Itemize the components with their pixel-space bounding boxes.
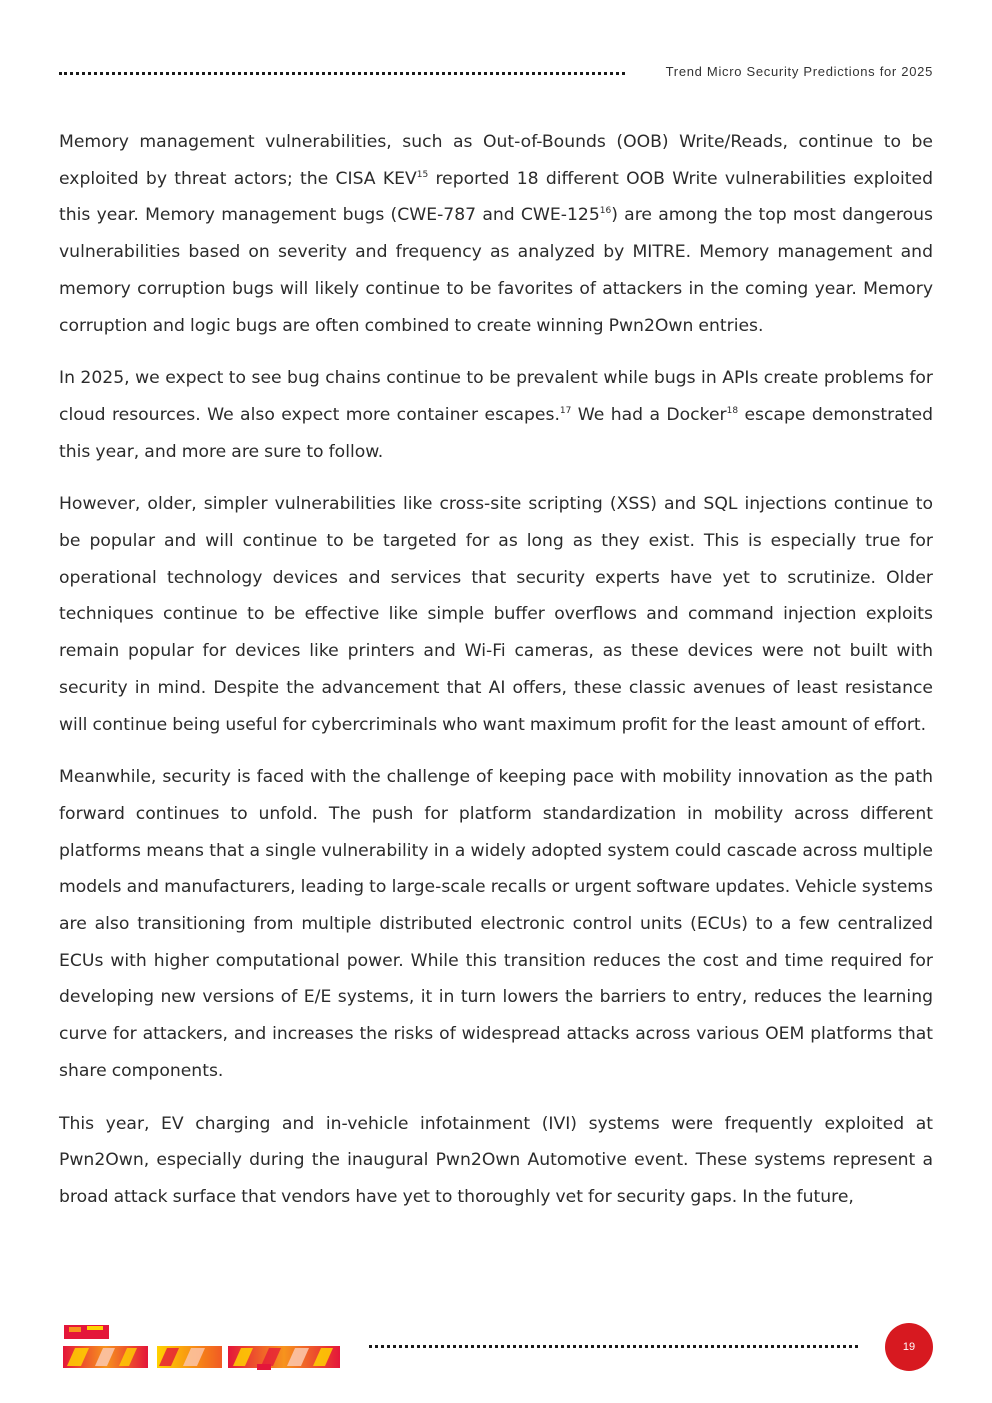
- paragraph-text: In 2025, we expect to see bug chains continue to be prevalent while bugs in APIs create problems for cloud resources. We also expect more container escapes.: [59, 368, 933, 425]
- footnote-reference: 15: [416, 169, 429, 180]
- paragraph-text: Memory management vulnerabilities, such as Out-of-Bounds (OOB) Write/Reads, continue to be exploited by threat actors; the CISA KEV: [59, 132, 933, 189]
- paragraph-text: We had a Docker: [571, 404, 727, 425]
- footnote-reference: 16: [599, 206, 612, 217]
- body-paragraph: [59, 124, 933, 344]
- footnote-reference: 17: [559, 405, 572, 416]
- header-dotted-rule: [59, 72, 625, 75]
- body-paragraph: [59, 360, 933, 470]
- header-title: Trend Micro Security Predictions for 2025: [665, 64, 933, 79]
- glitch-stripe-logo-icon: [63, 1324, 341, 1370]
- page-number-badge: 19: [885, 1323, 933, 1371]
- page-header: [59, 64, 933, 82]
- paragraph-text: reported 18 different OOB Write vulnerabilities exploited this year. Memory management bugs (CWE-787 and CWE-125: [59, 168, 933, 226]
- body-paragraph: [59, 486, 933, 743]
- paragraph-text: ) are among the top most dangerous vulnerabilities based on severity and frequency as analyzed by MITRE. Memory management and memory corruption bugs will likely continue to be favorites of attackers in the coming year. Memory corruption and logic bugs are often combined to create winning Pwn2Own entries.: [59, 205, 933, 336]
- paragraph-text: Meanwhile, security is faced with the challenge of keeping pace with mobility innovation as the path forward continues to unfold. The push for platform standardization in mobility across different platforms means that a single vulnerability in a widely adopted system could cascade across multiple models and manufacturers, leading to large-scale recalls or urgent software updates. Vehicle systems are also transitioning from multiple distributed electronic control units (ECUs) to a few centralized ECUs with higher computational power. While this transition reduces the cost and time required for developing new versions of E/E systems, it in turn lowers the barriers to entry, reduces the learning curve for attackers, and increases the risks of widespread attacks across various OEM platforms that share components.: [59, 767, 933, 1081]
- body-paragraph: [59, 759, 933, 1089]
- paragraph-text: However, older, simpler vulnerabilities like cross-site scripting (XSS) and SQL injections continue to be popular and will continue to be targeted for as long as they exist. This is especially true for operational technology devices and services that security experts have yet to scrutinize. Older techniques continue to be effective like simple buffer overflows and command injection exploits remain popular for devices like printers and Wi-Fi cameras, as these devices were not built with security in mind. Despite the advancement that AI offers, these classic avenues of least resistance will continue being useful for cybercriminals who want maximum profit for the least amount of effort.: [59, 494, 933, 735]
- paragraph-text: escape demonstrated this year, and more are sure to follow.: [59, 404, 933, 462]
- footnote-reference: 18: [726, 405, 739, 416]
- body-paragraph: [59, 1106, 933, 1216]
- article-body: [59, 124, 933, 1216]
- paragraph-text: This year, EV charging and in-vehicle infotainment (IVI) systems were frequently exploited at Pwn2Own, especially during the inaugural Pwn2Own Automotive event. These systems represent a broad attack surface that vendors have yet to thoroughly vet for security gaps. In the future,: [59, 1113, 933, 1207]
- footer-dotted-rule: [369, 1345, 858, 1348]
